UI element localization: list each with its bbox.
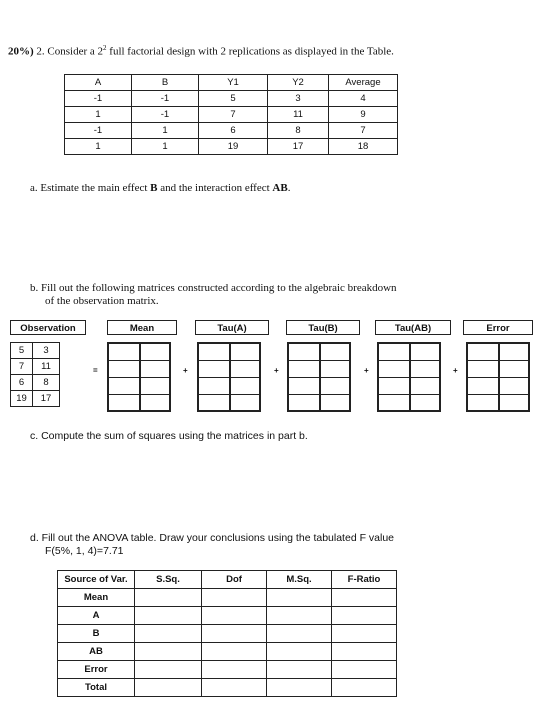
design-cell: 4 xyxy=(329,91,398,107)
anova-cell[interactable] xyxy=(332,625,397,643)
anova-row-label: AB xyxy=(58,643,135,661)
plus-sign: + xyxy=(274,366,279,375)
anova-cell[interactable] xyxy=(135,607,202,625)
design-cell: -1 xyxy=(65,123,132,139)
observation-cell: 3 xyxy=(33,343,60,359)
anova-cell[interactable] xyxy=(135,661,202,679)
anova-cell[interactable] xyxy=(267,589,332,607)
design-table-row xyxy=(65,139,398,155)
error-matrix[interactable] xyxy=(466,342,530,412)
observation-cell: 11 xyxy=(33,359,60,375)
anova-cell[interactable] xyxy=(202,607,267,625)
question-text-after: full factorial design with 2 replications as displayed in the Table. xyxy=(106,45,394,58)
question-points: 20%) xyxy=(8,45,34,58)
anova-row-label: A xyxy=(58,607,135,625)
plus-sign: + xyxy=(453,366,458,375)
observation-cell: 19 xyxy=(11,391,33,407)
anova-header-fratio: F-Ratio xyxy=(332,571,397,589)
observation-matrix xyxy=(10,342,60,407)
anova-cell[interactable] xyxy=(202,679,267,697)
design-cell: 1 xyxy=(132,139,199,155)
design-cell: -1 xyxy=(65,91,132,107)
part-a-mid: and the interaction effect xyxy=(157,182,273,194)
anova-row xyxy=(58,607,397,625)
design-cell: 18 xyxy=(329,139,398,155)
anova-cell[interactable] xyxy=(267,679,332,697)
design-cell: 5 xyxy=(199,91,268,107)
part-c-text: c. Compute the sum of squares using the matrices in part b. xyxy=(30,430,308,442)
observation-cell: 17 xyxy=(33,391,60,407)
anova-row-label: Error xyxy=(58,661,135,679)
anova-cell[interactable] xyxy=(332,607,397,625)
question-text-before: Consider a 2 xyxy=(47,45,104,58)
observation-cell: 5 xyxy=(11,343,33,359)
anova-cell[interactable] xyxy=(135,625,202,643)
question-header xyxy=(8,44,394,58)
anova-row xyxy=(58,661,397,679)
anova-row-label: Total xyxy=(58,679,135,697)
anova-header-source: Source of Var. xyxy=(58,571,135,589)
anova-row xyxy=(58,589,397,607)
question-number: 2. xyxy=(36,45,45,58)
anova-cell[interactable] xyxy=(202,643,267,661)
design-cell: 1 xyxy=(65,139,132,155)
design-header-y2: Y2 xyxy=(268,75,329,91)
design-header-average: Average xyxy=(329,75,398,91)
design-header-y1: Y1 xyxy=(199,75,268,91)
anova-header-msq: M.Sq. xyxy=(267,571,332,589)
anova-cell[interactable] xyxy=(267,643,332,661)
plus-sign: + xyxy=(364,366,369,375)
design-table-header xyxy=(65,75,398,91)
anova-header-ssq: S.Sq. xyxy=(135,571,202,589)
mean-matrix[interactable] xyxy=(107,342,171,412)
design-header-b: B xyxy=(132,75,199,91)
part-d-line1: d. Fill out the ANOVA table. Draw your conclusions using the tabulated F value xyxy=(30,532,395,544)
tau-ab-matrix[interactable] xyxy=(377,342,441,412)
anova-cell[interactable] xyxy=(135,679,202,697)
design-cell: 11 xyxy=(268,107,329,123)
anova-row-label: B xyxy=(58,625,135,643)
observation-row xyxy=(11,391,60,407)
matrix-header-observation: Observation xyxy=(10,320,86,335)
design-table-row xyxy=(65,107,398,123)
part-d-line2: F(5%, 1, 4)=7.71 xyxy=(45,545,124,557)
anova-row-label: Mean xyxy=(58,589,135,607)
part-a-b: B xyxy=(150,182,158,194)
design-header-a: A xyxy=(65,75,132,91)
anova-row xyxy=(58,625,397,643)
anova-cell[interactable] xyxy=(202,589,267,607)
design-cell: 1 xyxy=(132,123,199,139)
design-cell: 19 xyxy=(199,139,268,155)
part-a-prefix: a. Estimate the main effect xyxy=(30,182,151,194)
design-table-row xyxy=(65,91,398,107)
observation-cell: 8 xyxy=(33,375,60,391)
observation-row xyxy=(11,343,60,359)
observation-row xyxy=(11,359,60,375)
design-cell: 3 xyxy=(268,91,329,107)
anova-cell[interactable] xyxy=(267,661,332,679)
design-cell: 17 xyxy=(268,139,329,155)
tau-a-matrix[interactable] xyxy=(197,342,261,412)
plus-sign: + xyxy=(183,366,188,375)
anova-cell[interactable] xyxy=(267,607,332,625)
design-cell: -1 xyxy=(132,107,199,123)
design-table-row xyxy=(65,123,398,139)
part-a-ab: AB xyxy=(272,182,288,194)
anova-cell[interactable] xyxy=(202,661,267,679)
observation-row xyxy=(11,375,60,391)
matrix-header-tau-a: Tau(A) xyxy=(195,320,269,335)
design-table xyxy=(64,74,398,155)
anova-header-row xyxy=(58,571,397,589)
part-d-text xyxy=(30,532,394,558)
anova-row xyxy=(58,643,397,661)
design-cell: 7 xyxy=(329,123,398,139)
observation-cell: 6 xyxy=(11,375,33,391)
design-cell: 9 xyxy=(329,107,398,123)
part-a-text xyxy=(30,182,290,194)
design-cell: -1 xyxy=(132,91,199,107)
anova-cell[interactable] xyxy=(202,625,267,643)
anova-table xyxy=(57,570,397,697)
matrix-header-tau-ab: Tau(AB) xyxy=(375,320,451,335)
anova-cell[interactable] xyxy=(332,643,397,661)
anova-cell[interactable] xyxy=(135,643,202,661)
equals-sign: = xyxy=(93,366,98,375)
observation-cell: 7 xyxy=(11,359,33,375)
anova-cell[interactable] xyxy=(332,589,397,607)
design-cell: 8 xyxy=(268,123,329,139)
anova-header-dof: Dof xyxy=(202,571,267,589)
anova-cell[interactable] xyxy=(332,661,397,679)
tau-b-matrix[interactable] xyxy=(287,342,351,412)
anova-row xyxy=(58,679,397,697)
matrix-header-error: Error xyxy=(463,320,533,335)
anova-cell[interactable] xyxy=(135,589,202,607)
part-b-text xyxy=(30,282,397,308)
part-a-suffix: . xyxy=(287,182,291,194)
question-superscript: 2 xyxy=(103,44,107,52)
design-cell: 6 xyxy=(199,123,268,139)
anova-cell[interactable] xyxy=(267,625,332,643)
matrix-header-tau-b: Tau(B) xyxy=(286,320,360,335)
anova-cell[interactable] xyxy=(332,679,397,697)
matrix-header-mean: Mean xyxy=(107,320,177,335)
part-b-line1: b. Fill out the following matrices constructed according to the algebraic breakdown xyxy=(30,282,397,294)
part-b-line2: of the observation matrix. xyxy=(45,295,159,307)
design-cell: 1 xyxy=(65,107,132,123)
design-cell: 7 xyxy=(199,107,268,123)
